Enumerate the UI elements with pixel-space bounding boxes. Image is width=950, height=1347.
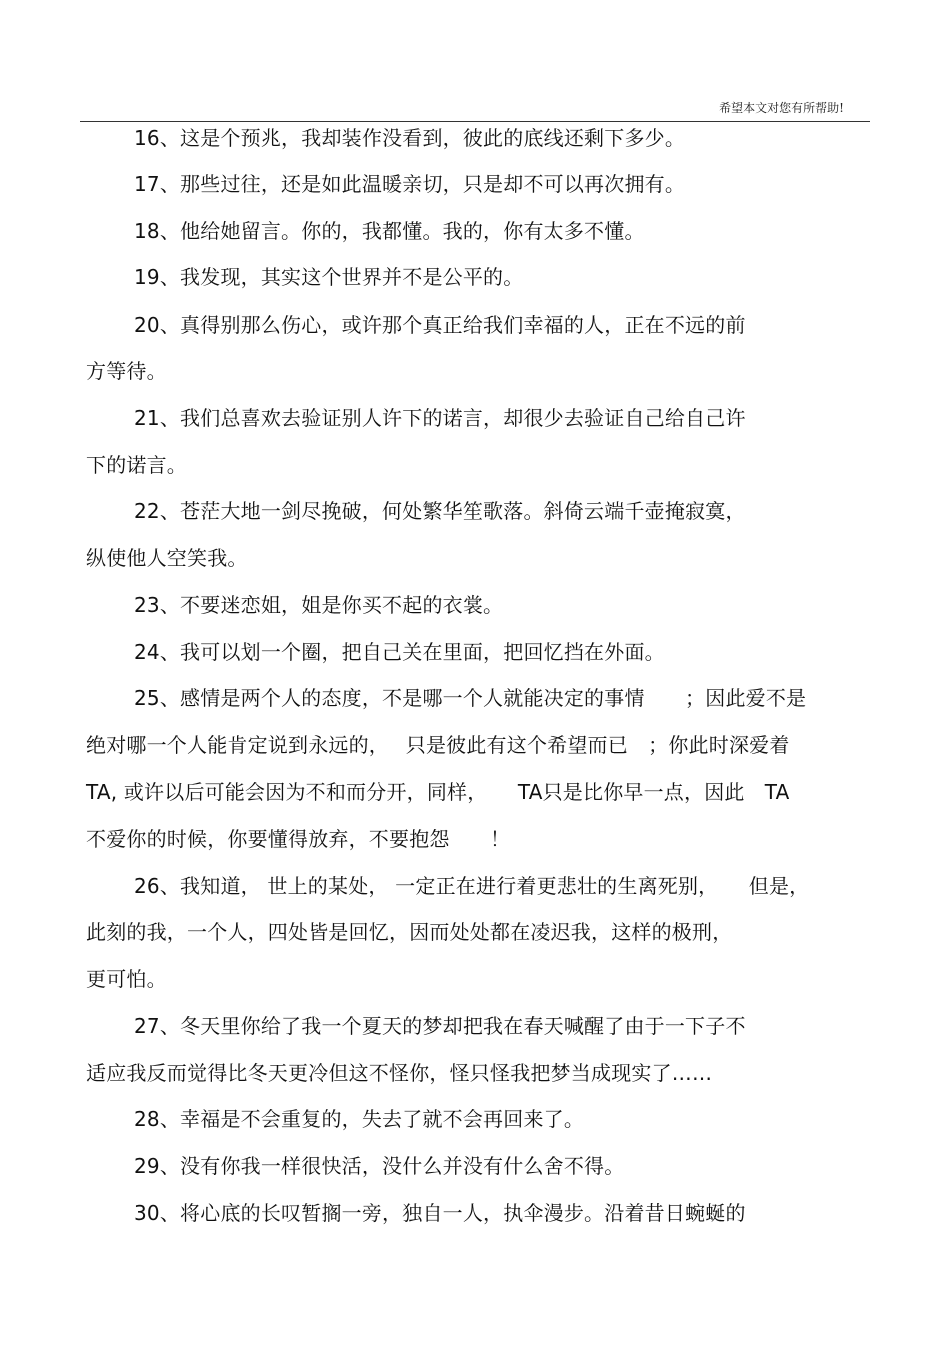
text-line: 纵使他人空笑我。 — [86, 546, 248, 570]
header-note: 希望本文对您有所帮助! — [719, 101, 844, 115]
text-line: 30、将心底的长叹暂搁一旁，独自一人，执伞漫步。沿着昔日蜿蜒的 — [134, 1201, 746, 1225]
text-line: 27、冬天里你给了我一个夏天的梦却把我在春天喊醒了由于一下子不 — [134, 1014, 746, 1038]
text-line: 22、苍茫大地一剑尽挽破，何处繁华笙歌落。斜倚云端千壶掩寂寞， — [134, 499, 746, 523]
text-line: 方等待。 — [86, 359, 167, 383]
text-line: 18、他给她留言。你的，我都懂。我的，你有太多不懂。 — [134, 219, 645, 243]
text-line: 24、我可以划一个圈，把自己关在里面，把回忆挡在外面。 — [134, 640, 665, 664]
text-line: 19、我发现，其实这个世界并不是公平的。 — [134, 265, 524, 289]
text-line: 21、我们总喜欢去验证别人许下的诺言，却很少去验证自己给自己许 — [134, 406, 746, 430]
text-line: 绝对哪一个人能肯定说到永远的， 只是彼此有这个希望而已 ；你此时深爱着 — [86, 733, 790, 757]
text-line: 20、真得别那么伤心，或许那个真正给我们幸福的人，正在不远的前 — [134, 313, 746, 337]
text-line: 26、我知道， 世上的某处， 一定正在进行着更悲壮的生离死别， 但是， — [134, 874, 810, 898]
text-line: 29、没有你我一样很快活，没什么并没有什么舍不得。 — [134, 1154, 625, 1178]
text-line: 17、那些过往，还是如此温暖亲切，只是却不可以再次拥有。 — [134, 172, 686, 196]
text-line: 16、这是个预兆，我却装作没看到，彼此的底线还剩下多少。 — [134, 126, 686, 150]
text-line: TA, 或许以后可能会因为不和而分开，同样， TA只是比你早一点，因此 TA — [86, 780, 790, 804]
text-line: 不爱你的时候，你要懂得放弃，不要抱怨 ！ — [86, 827, 511, 851]
text-line: 28、幸福是不会重复的，失去了就不会再回来了。 — [134, 1107, 585, 1131]
text-line: 适应我反而觉得比冬天更冷但这不怪你，怪只怪我把梦当成现实了…… — [86, 1061, 713, 1085]
text-line: 此刻的我，一个人，四处皆是回忆，因而处处都在凌迟我，这样的极刑， — [86, 920, 733, 944]
text-line: 更可怕。 — [86, 967, 167, 991]
text-line: 25、感情是两个人的态度，不是哪一个人就能决定的事情 ；因此爱不是 — [134, 686, 807, 710]
text-line: 下的诺言。 — [86, 453, 187, 477]
text-line: 23、不要迷恋姐，姐是你买不起的衣裳。 — [134, 593, 504, 617]
